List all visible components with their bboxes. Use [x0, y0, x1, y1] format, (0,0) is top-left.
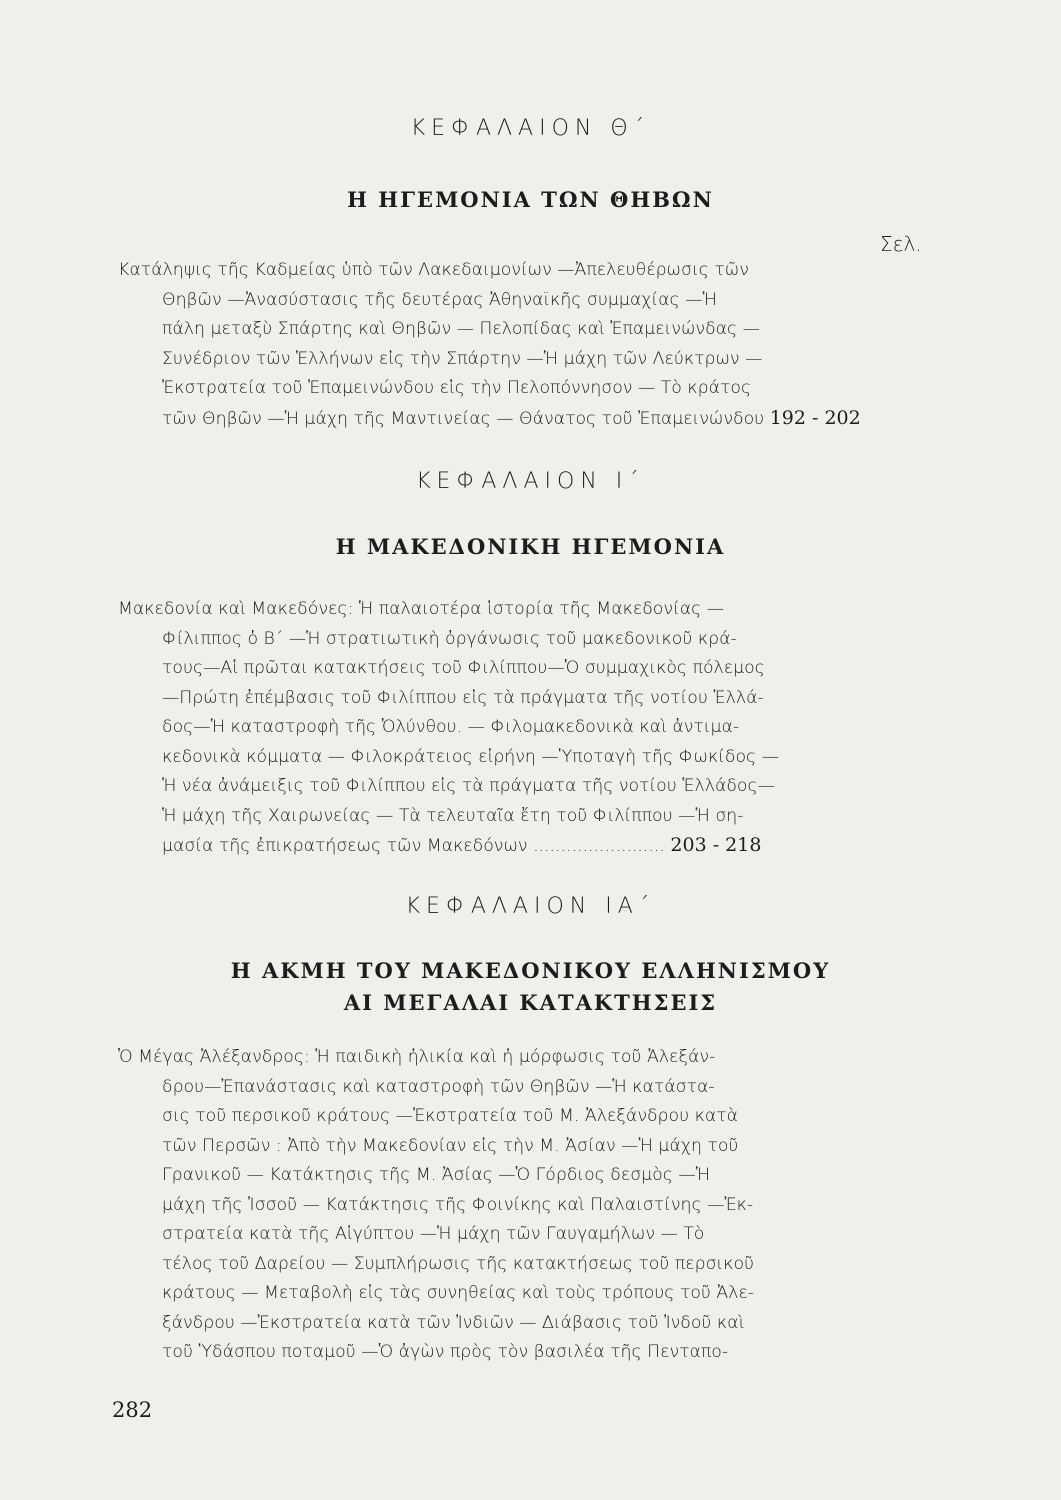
chapter-summary [118, 595, 952, 861]
chapter-label: ΚΕΦΑΛΑΙΟΝ Ι΄ [416, 469, 645, 494]
page-range: 192 - 202 [769, 406, 861, 429]
summary-line: Θηβῶν —Ἀνασύστασις τῆς δευτέρας Ἀθηναϊκῆς συμμαχίας —Ἡ [162, 289, 717, 310]
summary-line: πάλη μεταξὺ Σπάρτης καὶ Θηβῶν — Πελοπίδας καὶ Ἐπαμεινώνδας — [162, 319, 760, 339]
summary-line-text: τῶν Θηβῶν —Ἡ μάχη τῆς Μαντινείας — Θάνατος τοῦ Ἐπαμεινώνδου [162, 408, 765, 429]
summary-line-text: μασία τῆς ἐπικρατήσεως τῶν Μακεδόνων ........................ [162, 836, 665, 856]
summary-line: Μακεδονία καὶ Μακεδόνες: Ἡ παλαιοτέρα ἱστορία τῆς Μακεδονίας — [118, 599, 724, 619]
summary-line: Ἡ νέα ἀνάμειξις τοῦ Φιλίππου εἰς τὰ πράγματα τῆς νοτίου Ἑλλάδος— [162, 776, 775, 796]
summary-line: ξάνδρου —Ἐκστρατεία κατὰ τῶν Ἰνδιῶν — Διάβασις τοῦ Ἰνδοῦ καὶ [162, 1312, 745, 1333]
summary-line: —Πρώτη ἐπέμβασις τοῦ Φιλίππου εἰς τὰ πράγματα τῆς νοτίου Ἑλλά- [162, 687, 764, 708]
summary-line: στρατεία κατὰ τῆς Αἰγύπτου —Ἡ μάχη τῶν Γαυγαμήλων — Τὸ [162, 1224, 705, 1244]
chapter-summary [118, 1043, 952, 1368]
chapter-summary [118, 256, 952, 433]
summary-line: κεδονικὰ κόμματα — Φιλοκράτειος εἰρήνη —Ὑποταγὴ τῆς Φωκίδος — [162, 746, 779, 767]
chapter-subtitle: ΑΙ ΜΕΓΑΛΑΙ ΚΑΤΑΚΤΗΣΕΙΣ [343, 990, 718, 1015]
summary-line: τοῦ Ὑδάσπου ποταμοῦ —Ὁ ἀγὼν πρὸς τὸν βασιλέα τῆς Πενταπο- [162, 1342, 729, 1362]
summary-line: σις τοῦ περσικοῦ κράτους —Ἐκστρατεία τοῦ Μ. Ἀλεξάνδρου κατὰ [162, 1106, 739, 1126]
summary-line: τῶν Περσῶν : Ἀπὸ τὴν Μακεδονίαν εἰς τὴν Μ. Ἀσίαν —Ἡ μάχη τοῦ [162, 1135, 739, 1156]
chapter-label: ΚΕΦΑΛΑΙΟΝ Θ΄ [410, 116, 651, 141]
page-range: 203 - 218 [670, 834, 762, 856]
summary-line [162, 404, 952, 434]
summary-line: δος—Ἡ καταστροφὴ τῆς Ὀλύνθου. — Φιλομακεδονικὰ καὶ ἀντιμα- [162, 717, 740, 737]
chapter-title: Η ΗΓΕΜΟΝΙΑ ΤΩΝ ΘΗΒΩΝ [347, 187, 714, 212]
summary-line: Ὁ Μέγας Ἀλέξανδρος: Ἡ παιδικὴ ἡλικία καὶ ἡ μόρφωσις τοῦ Ἀλεξάν- [118, 1047, 716, 1067]
summary-line: Συνέδριον τῶν Ἑλλήνων εἰς τὴν Σπάρτην —Ἡ μάχη τῶν Λεύκτρων — [162, 348, 763, 369]
summary-line: Ἡ μάχη τῆς Χαιρωνείας — Τὰ τελευταῖα ἔτη τοῦ Φιλίππου —Ἡ ση- [162, 805, 744, 826]
summary-line: δρου—Ἐπανάστασις καὶ καταστροφὴ τῶν Θηβῶν —Ἡ κατάστα- [162, 1076, 715, 1097]
summary-line: Γρανικοῦ — Κατάκτησις τῆς Μ. Ἀσίας —Ὁ Γόρδιος δεσμὸς —Ἡ [162, 1165, 711, 1185]
chapter-title: Η ΜΑΚΕΔΟΝΙΚΗ ΗΓΕΜΟΝΙΑ [335, 534, 726, 559]
summary-line: κράτους — Μεταβολὴ εἰς τὰς συνηθείας καὶ τοὺς τρόπους τοῦ Ἀλε- [162, 1283, 755, 1303]
summary-line: τους—Αἱ πρῶται κατακτήσεις τοῦ Φιλίππου—Ὁ συμμαχικὸς πόλεμος [162, 658, 765, 678]
summary-line: Κατάληψις τῆς Καδμείας ὑπὸ τῶν Λακεδαιμονίων —Ἀπελευθέρωσις τῶν [118, 260, 749, 280]
summary-line: Φίλιππος ὁ Β΄ —Ἡ στρατιωτικὴ ὀργάνωσις τοῦ μακεδονικοῦ κρά- [162, 628, 737, 649]
page-number: 282 [112, 1398, 153, 1422]
chapter-title: Η ΑΚΜΗ ΤΟΥ ΜΑΚΕΔΟΝΙΚΟΥ ΕΛΛΗΝΙΣΜΟΥ [230, 958, 831, 983]
summary-line: τέλος τοῦ Δαρείου — Συμπλήρωσις τῆς κατακτήσεως τοῦ περσικοῦ [162, 1253, 755, 1274]
summary-line: Ἐκστρατεία τοῦ Ἐπαμεινώνδου εἰς τὴν Πελοπόννησον — Τὸ κράτος [162, 378, 752, 398]
summary-line: μάχη τῆς Ἰσσοῦ — Κατάκτησις τῆς Φοινίκης καὶ Παλαιστίνης —Ἐκ- [162, 1194, 754, 1215]
page-column-label: Σελ. [880, 232, 922, 256]
chapter-label: ΚΕΦΑΛΑΙΟΝ ΙΑ΄ [405, 894, 656, 919]
summary-line [162, 831, 952, 861]
